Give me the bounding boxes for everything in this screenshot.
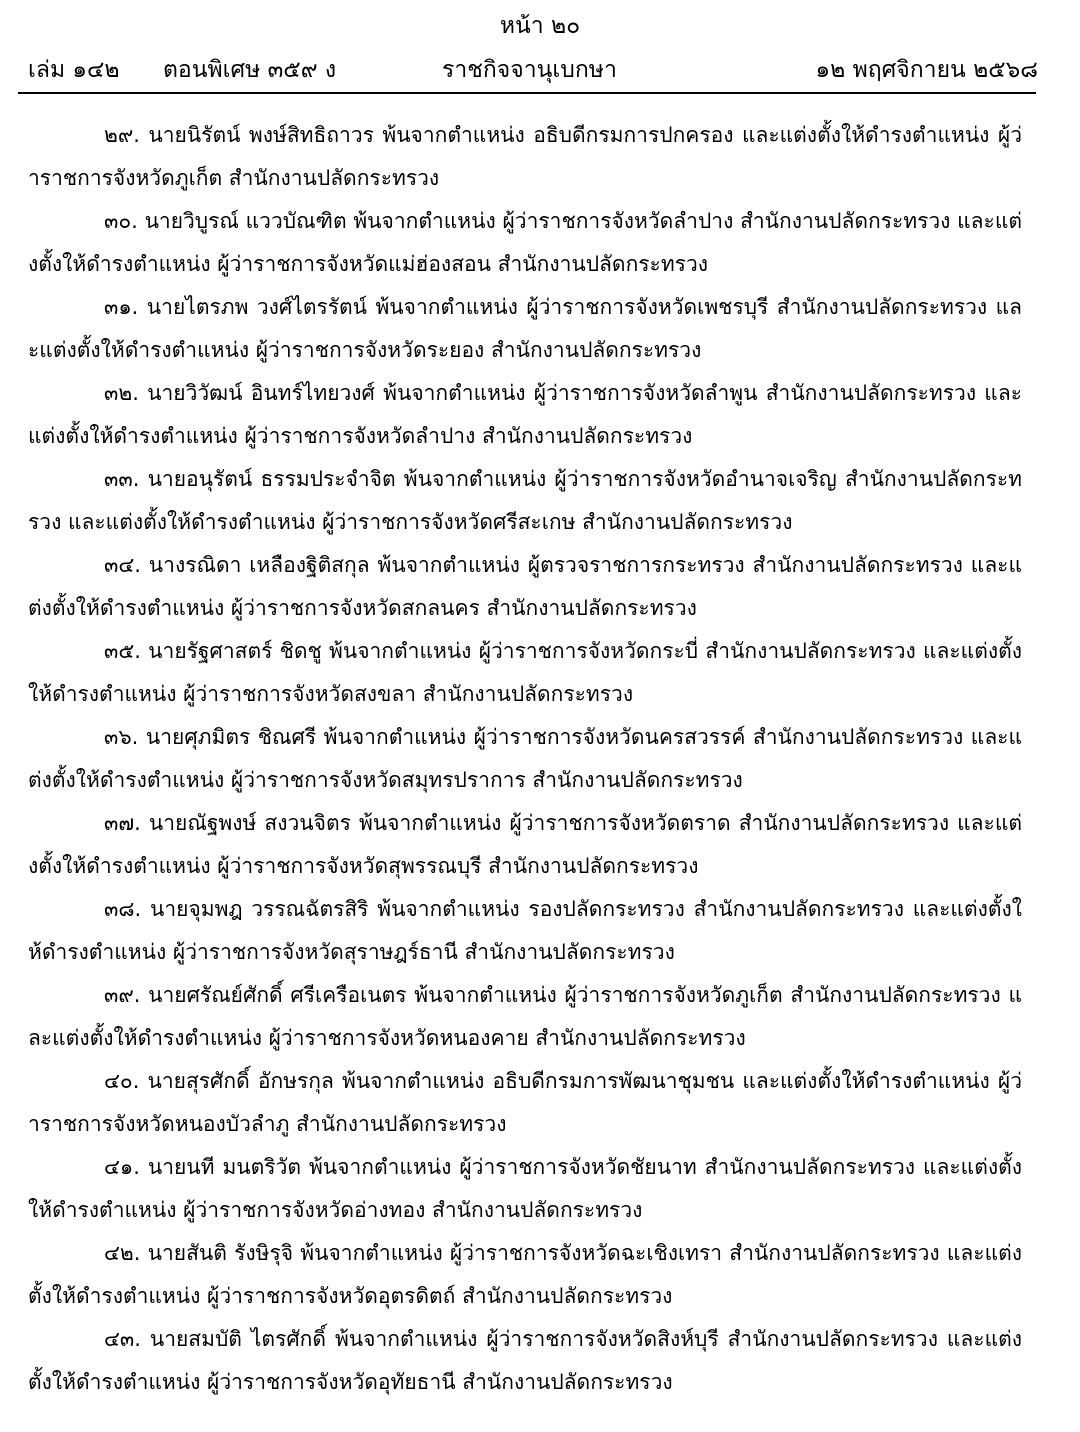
appointment-item-33: ๓๓. นายอนุรัตน์ ธรรมประจำจิต พ้นจากตำแหน่ง ผู้ว่าราชการจังหวัดอำนาจเจริญ สำนักงานปลัดกระทรวง และแต่งตั้งให้ดำรงตำแหน่ง ผู้ว่าราชการจังหวัดศรีสะเกษ สำนักงานปลัดกระทรวง — [28, 467, 1022, 534]
appointment-item-32: ๓๒. นายวิวัฒน์ อินทร์ไทยวงศ์ พ้นจากตำแหน่ง ผู้ว่าราชการจังหวัดลำพูน สำนักงานปลัดกระทรวง และแต่งตั้งให้ดำรงตำแหน่ง ผู้ว่าราชการจังหวัดลำปาง สำนักงานปลัดกระทรวง — [28, 381, 1022, 448]
appointment-item-40: ๔๐. นายสุรศักดิ์ อักษรกุล พ้นจากตำแหน่ง อธิบดีกรมการพัฒนาชุมชน และแต่งตั้งให้ดำรงตำแหน่ง ผู้ว่าราชการจังหวัดหนองบัวลำภู สำนักงานปลัดกระทรวง — [28, 1069, 1022, 1136]
appointment-item-30: ๓๐. นายวิบูรณ์ แววบัณฑิต พ้นจากตำแหน่ง ผู้ว่าราชการจังหวัดลำปาง สำนักงานปลัดกระทรวง และแต่งตั้งให้ดำรงตำแหน่ง ผู้ว่าราชการจังหวัดแม่ฮ่องสอน สำนักงานปลัดกระทรวง — [28, 209, 1022, 276]
appointment-list — [28, 114, 1022, 1404]
appointment-item-37: ๓๗. นายณัฐพงษ์ สงวนจิตร พ้นจากตำแหน่ง ผู้ว่าราชการจังหวัดตราด สำนักงานปลัดกระทรวง และแต่งตั้งให้ดำรงตำแหน่ง ผู้ว่าราชการจังหวัดสุพรรณบุรี สำนักงานปลัดกระทรวง — [28, 811, 1022, 878]
appointment-item-29: ๒๙. นายนิรัตน์ พงษ์สิทธิถาวร พ้นจากตำแหน่ง อธิบดีกรมการปกครอง และแต่งตั้งให้ดำรงตำแหน่ง ผู้ว่าราชการจังหวัดภูเก็ต สำนักงานปลัดกระทรวง — [28, 123, 1022, 190]
publication-date: ๑๒ พฤศจิกายน ๒๕๖๘ — [815, 57, 1038, 83]
appointment-item-31: ๓๑. นายไตรภพ วงศ์ไตรรัตน์ พ้นจากตำแหน่ง ผู้ว่าราชการจังหวัดเพชรบุรี สำนักงานปลัดกระทรวง และแต่งตั้งให้ดำรงตำแหน่ง ผู้ว่าราชการจังหวัดระยอง สำนักงานปลัดกระทรวง — [28, 295, 1022, 362]
appointment-item-41: ๔๑. นายนที มนตริวัต พ้นจากตำแหน่ง ผู้ว่าราชการจังหวัดชัยนาท สำนักงานปลัดกระทรวง และแต่งตั้งให้ดำรงตำแหน่ง ผู้ว่าราชการจังหวัดอ่างทอง สำนักงานปลัดกระทรวง — [28, 1155, 1022, 1222]
appointment-item-36: ๓๖. นายศุภมิตร ชิณศรี พ้นจากตำแหน่ง ผู้ว่าราชการจังหวัดนครสวรรค์ สำนักงานปลัดกระทรวง และแต่งตั้งให้ดำรงตำแหน่ง ผู้ว่าราชการจังหวัดสมุทรปราการ สำนักงานปลัดกระทรวง — [28, 725, 1022, 792]
gazette-header — [28, 52, 1038, 88]
appointment-item-34: ๓๔. นางรณิดา เหลืองฐิติสกุล พ้นจากตำแหน่ง ผู้ตรวจราชการกระทรวง สำนักงานปลัดกระทรวง และแต่งตั้งให้ดำรงตำแหน่ง ผู้ว่าราชการจังหวัดสกลนคร สำนักงานปลัดกระทรวง — [28, 553, 1022, 620]
gazette-title: ราชกิจจานุเบกษา — [442, 57, 617, 83]
volume-label: เล่ม ๑๔๒ — [28, 57, 120, 83]
header-rule — [18, 92, 1036, 94]
issue-label: ตอนพิเศษ ๓๕๙ ง — [163, 57, 337, 83]
appointment-item-35: ๓๕. นายรัฐศาสตร์ ชิดชู พ้นจากตำแหน่ง ผู้ว่าราชการจังหวัดกระบี่ สำนักงานปลัดกระทรวง และแต่งตั้งให้ดำรงตำแหน่ง ผู้ว่าราชการจังหวัดสงขลา สำนักงานปลัดกระทรวง — [28, 639, 1022, 706]
appointment-item-42: ๔๒. นายสันติ รังษิรุจิ พ้นจากตำแหน่ง ผู้ว่าราชการจังหวัดฉะเชิงเทรา สำนักงานปลัดกระทรวง และแต่งตั้งให้ดำรงตำแหน่ง ผู้ว่าราชการจังหวัดอุตรดิตถ์ สำนักงานปลัดกระทรวง — [28, 1241, 1022, 1308]
appointment-item-38: ๓๘. นายจุมพฎ วรรณฉัตรสิริ พ้นจากตำแหน่ง รองปลัดกระทรวง สำนักงานปลัดกระทรวง และแต่งตั้งให้ดำรงตำแหน่ง ผู้ว่าราชการจังหวัดสุราษฎร์ธานี สำนักงานปลัดกระทรวง — [28, 897, 1022, 964]
page-number: หน้า ๒๐ — [499, 13, 581, 39]
appointment-item-43: ๔๓. นายสมบัติ ไตรศักดิ์ พ้นจากตำแหน่ง ผู้ว่าราชการจังหวัดสิงห์บุรี สำนักงานปลัดกระทรวง และแต่งตั้งให้ดำรงตำแหน่ง ผู้ว่าราชการจังหวัดอุทัยธานี สำนักงานปลัดกระทรวง — [28, 1327, 1022, 1394]
appointment-item-39: ๓๙. นายศรัณย์ศักดิ์ ศรีเครือเนตร พ้นจากตำแหน่ง ผู้ว่าราชการจังหวัดภูเก็ต สำนักงานปลัดกระทรวง และแต่งตั้งให้ดำรงตำแหน่ง ผู้ว่าราชการจังหวัดหนองคาย สำนักงานปลัดกระทรวง — [28, 983, 1022, 1050]
